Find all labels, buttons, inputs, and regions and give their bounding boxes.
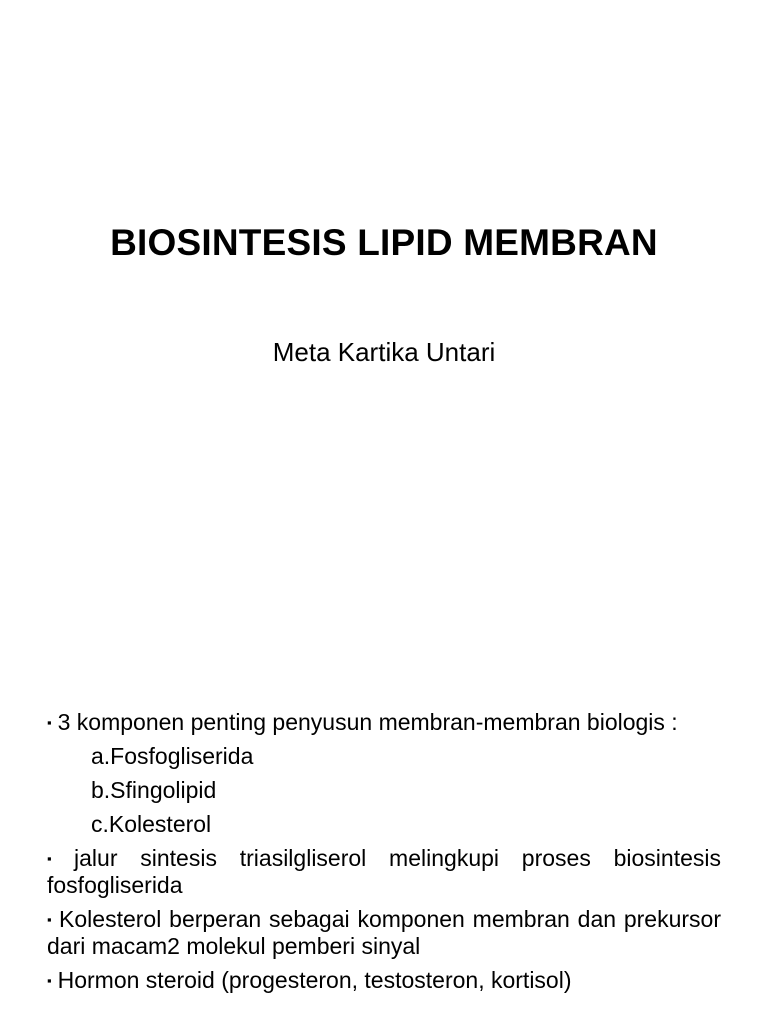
slide-title: BIOSINTESIS LIPID MEMBRAN <box>110 222 658 263</box>
bullet-text: Hormon steroid (progesteron, testosteron, kortisol) <box>57 967 572 993</box>
square-bullet-icon: ▪ <box>47 973 52 988</box>
sub-list-item: a.Fosfogliserida <box>91 743 254 769</box>
slide-content <box>47 709 721 1001</box>
bullet-text: 3 komponen penting penyusun membran-membran biologis : <box>57 709 678 735</box>
bullet-item <box>47 845 721 899</box>
bullet-item <box>47 906 721 960</box>
square-bullet-icon: ▪ <box>47 912 54 927</box>
bullet-item <box>47 967 721 994</box>
sub-list-item: c.Kolesterol <box>91 811 212 837</box>
slide-author: Meta Kartika Untari <box>272 337 496 367</box>
bullet-item <box>47 709 721 736</box>
square-bullet-icon: ▪ <box>47 851 69 866</box>
bullet-text: jalur sintesis triasilgliserol melingkupi proses biosintesis fosfogliserida <box>47 845 721 898</box>
bullet-text: Kolesterol berperan sebagai komponen membran dan prekursor dari macam2 molekul pemberi sinyal <box>47 906 721 959</box>
sub-list-item: b.Sfingolipid <box>91 777 217 803</box>
square-bullet-icon: ▪ <box>47 715 52 730</box>
